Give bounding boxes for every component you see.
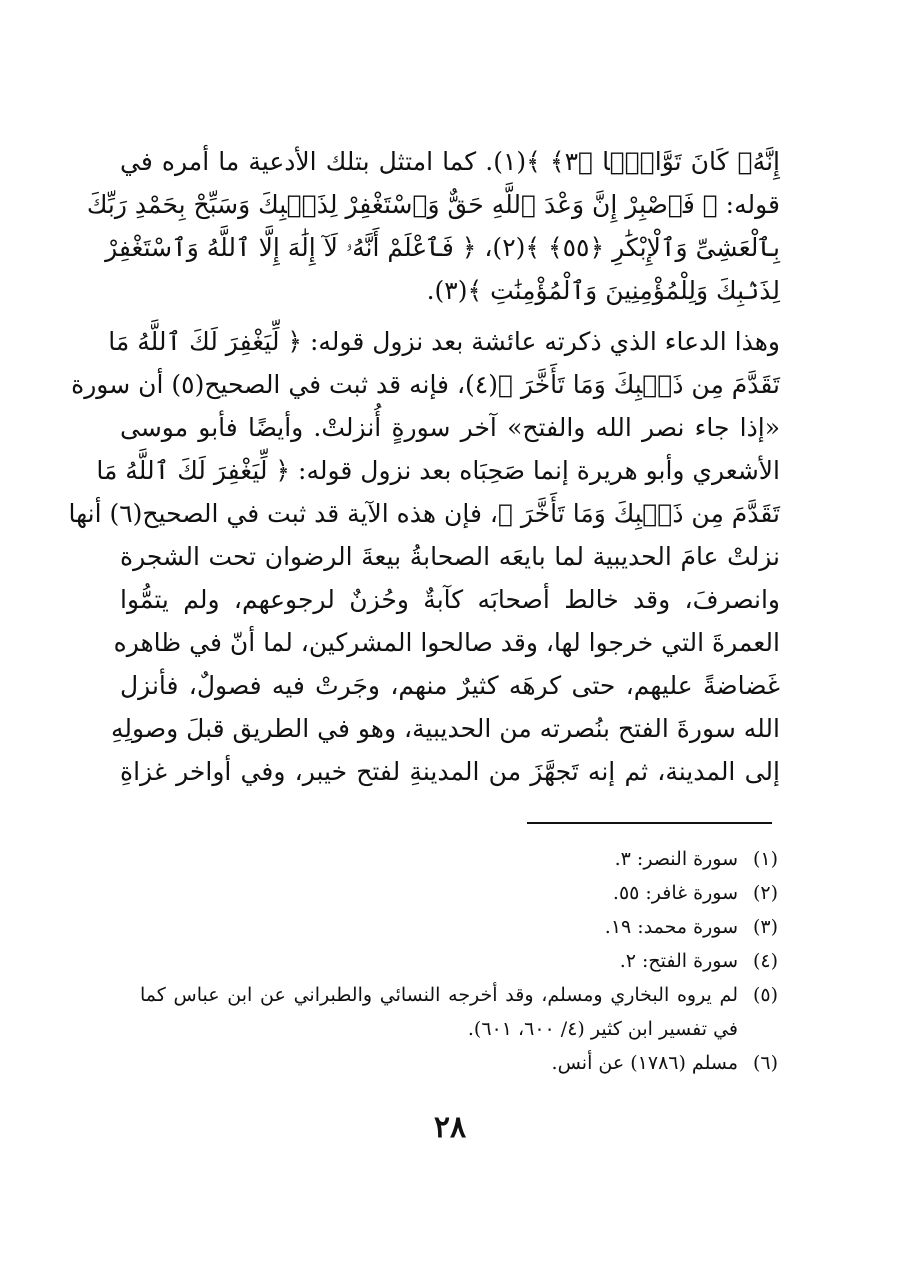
footnote-text [140,1046,738,1080]
footnote-text [140,910,738,944]
footnote-line: سورة محمد: ١٩. [604,916,738,938]
text-line: إِنَّهُۥ كَانَ تَوَّابَۢا ﴿٣﴾ ﴾(١). كما امتثل بتلك الأدعية ما أمره في [120,147,780,176]
footnote-3 [140,910,778,944]
footnote-line: سورة الفتح: ٢. [619,950,738,972]
text-line: بِٱلْعَشِىِّ وَٱلْإِبْكَٰرِ ﴿٥٥﴾ ﴾(٢)، ﴿ فَٱعْلَمْ أَنَّهُۥ لَآ إِلَٰهَ إِلَّا ٱللَّهُ وَٱسْتَغْفِرْ [105,233,780,262]
footnotes [140,842,778,1080]
page-number: ٢٨ [433,1110,467,1145]
text-line: تَقَدَّمَ مِن ذَنۢبِكَ وَمَا تَأَخَّرَ ﴾(٤)، فإنه قد ثبت في الصحيح(٥) أن سورة [71,370,780,399]
text-line: لِذَنۢبِكَ وَلِلْمُؤْمِنِينَ وَٱلْمُؤْمِنَٰتِ ﴾(٣). [426,276,780,305]
text-line: إلى المدينة، ثم إنه تَجهَّزَ من المدينةِ لفتح خيبر، وفي أواخر غزاةِ [120,757,780,786]
footnote-text [140,876,738,910]
footnote-5 [140,978,778,1046]
footnote-line: سورة النصر: ٣. [614,848,738,870]
footnote-6 [140,1046,778,1080]
text-line: الأشعري وأبو هريرة إنما صَحِبَاه بعد نزول قوله: ﴿ لِّيَغْفِرَ لَكَ ٱللَّهُ مَا [96,456,780,485]
footnote-text [140,978,738,1046]
footnote-line: سورة غافر: ٥٥. [612,882,738,904]
footnote-text [140,944,738,978]
footnote-1 [140,842,778,876]
text-line: قوله: ﴿ فَٱصْبِرْ إِنَّ وَعْدَ ٱللَّهِ حَقٌّ وَٱسْتَغْفِرْ لِذَنۢبِكَ وَسَبِّحْ بِحَمْدِ رَبِّكَ [86,190,780,219]
text-line: نزلتْ عامَ الحديبية لما بايعَه الصحابةُ بيعةَ الرضوان تحت الشجرة [120,542,780,571]
text-line: وانصرفَ، وقد خالط أصحابَه كآبةٌ وحُزنٌ لرجوعهم، ولم يتمُّوا [120,585,780,614]
text-line: غَضاضةً عليهم، حتى كرهَه كثيرٌ منهم، وجَرتْ فيه فصولٌ، فأنزل [120,671,780,700]
footnote-number: (٢) [752,882,778,904]
footnote-number: (١) [752,848,778,870]
footnote-line: مسلم (١٧٨٦) عن أنس. [551,1052,738,1074]
text-line: «إذا جاء نصر الله والفتح» آخر سورةٍ أُنزلتْ. وأيضًا فأبو موسى [120,413,780,442]
footnote-text [140,842,738,876]
footnote-number: (٣) [752,916,778,938]
footnote-line: في تفسير ابن كثير (٤/ ٦٠٠، ٦٠١). [467,1018,738,1040]
text-line: الله سورةَ الفتح بنُصرته من الحديبية، وهو في الطريق قبلَ وصولِهِ [110,714,780,743]
footnote-number: (٦) [752,1052,778,1074]
text-line: العمرةَ التي خرجوا لها، وقد صالحوا المشركين، لما أنّ في ظاهره [113,628,780,657]
text-line: تَقَدَّمَ مِن ذَنۢبِكَ وَمَا تَأَخَّرَ ﴾، فإن هذه الآية قد ثبت في الصحيح(٦) أنها [68,499,780,528]
paragraph-2 [68,320,780,793]
footnote-2 [140,876,778,910]
footnote-divider [527,822,772,824]
paragraph-1 [86,140,780,312]
footnote-number: (٥) [752,984,778,1006]
text-line: وهذا الدعاء الذي ذكرته عائشة بعد نزول قوله: ﴿ لِّيَغْفِرَ لَكَ ٱللَّهُ مَا [108,327,780,356]
footnote-line: لم يروه البخاري ومسلم، وقد أخرجه النسائي والطبراني عن ابن عباس كما [140,984,738,1006]
footnote-4 [140,944,778,978]
footnote-number: (٤) [752,950,778,972]
